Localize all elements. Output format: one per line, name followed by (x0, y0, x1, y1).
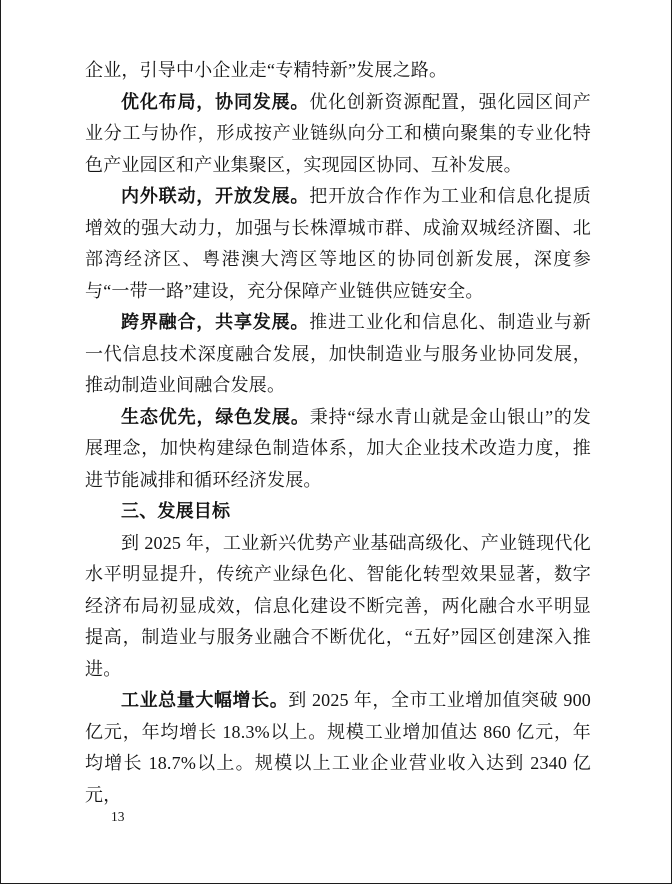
paragraph-text: 优化创新资源配置，强化园区间产业分工与协作，形成按产业链纵向分工和横向聚集的专业化特色产业园区和产业集聚区，实现园区协同、互补发展。 (85, 91, 591, 175)
paragraph-2025-goals (85, 528, 591, 686)
paragraph-cross-border-integration (85, 307, 591, 402)
page-number: 13 (111, 809, 125, 824)
paragraph-optimize-layout (85, 87, 591, 182)
section-heading-development-goals (85, 496, 591, 528)
paragraph-lead: 内外联动，开放发展。 (121, 186, 310, 206)
paragraph-industrial-growth (85, 685, 591, 811)
paragraph-text: 到 2025 年，工业新兴优势产业基础高级化、产业链现代化水平明显提升，传统产业绿色化、智能化转型效果显著，数字经济布局初显成效，信息化建设不断完善，两化融合水平明显提高，制造业与服务业融合不断优化，“五好”园区创建深入推进。 (85, 532, 591, 679)
paragraph-lead: 生态优先，绿色发展。 (121, 406, 310, 427)
paragraph-lead: 跨界融合，共享发展。 (121, 312, 310, 332)
paragraph-text: 推进工业化和信息化、制造业与新一代信息技术深度融合发展，加快制造业与服务业协同发展，推动制造业间融合发展。 (85, 312, 591, 395)
paragraph-ecology-first (85, 402, 591, 497)
paragraph-internal-external-linkage (85, 181, 591, 307)
paragraph-continuation (85, 55, 591, 87)
paragraph-lead: 优化布局，协同发展。 (121, 91, 310, 112)
section-heading-text: 三、发展目标 (121, 501, 231, 521)
paragraph-text: 企业，引导中小企业走“专精特新”发展之路。 (85, 60, 448, 80)
paragraph-lead: 工业总量大幅增长。 (121, 690, 289, 710)
paragraph-text: 把开放合作作为工业和信息化提质增效的强大动力，加强与长株潭城市群、成渝双城经济圈、北部湾经济区、粤港澳大湾区等地区的协同创新发展，深度参与“一带一路”建设，充分保障产业链供应链安全。 (85, 186, 591, 301)
paragraph-text: 到 2025 年，全市工业增加值突破 900 亿元，年均增长 18.3%以上。规模工业增加值达 860 亿元，年均增长 18.7%以上。规模以上工业企业营业收入达到 2340 亿元， (85, 690, 591, 805)
document-body (85, 55, 591, 811)
paragraph-text: 秉持“绿水青山就是金山银山”的发展理念，加快构建绿色制造体系，加大企业技术改造力度，推进节能减排和循环经济发展。 (85, 406, 591, 490)
